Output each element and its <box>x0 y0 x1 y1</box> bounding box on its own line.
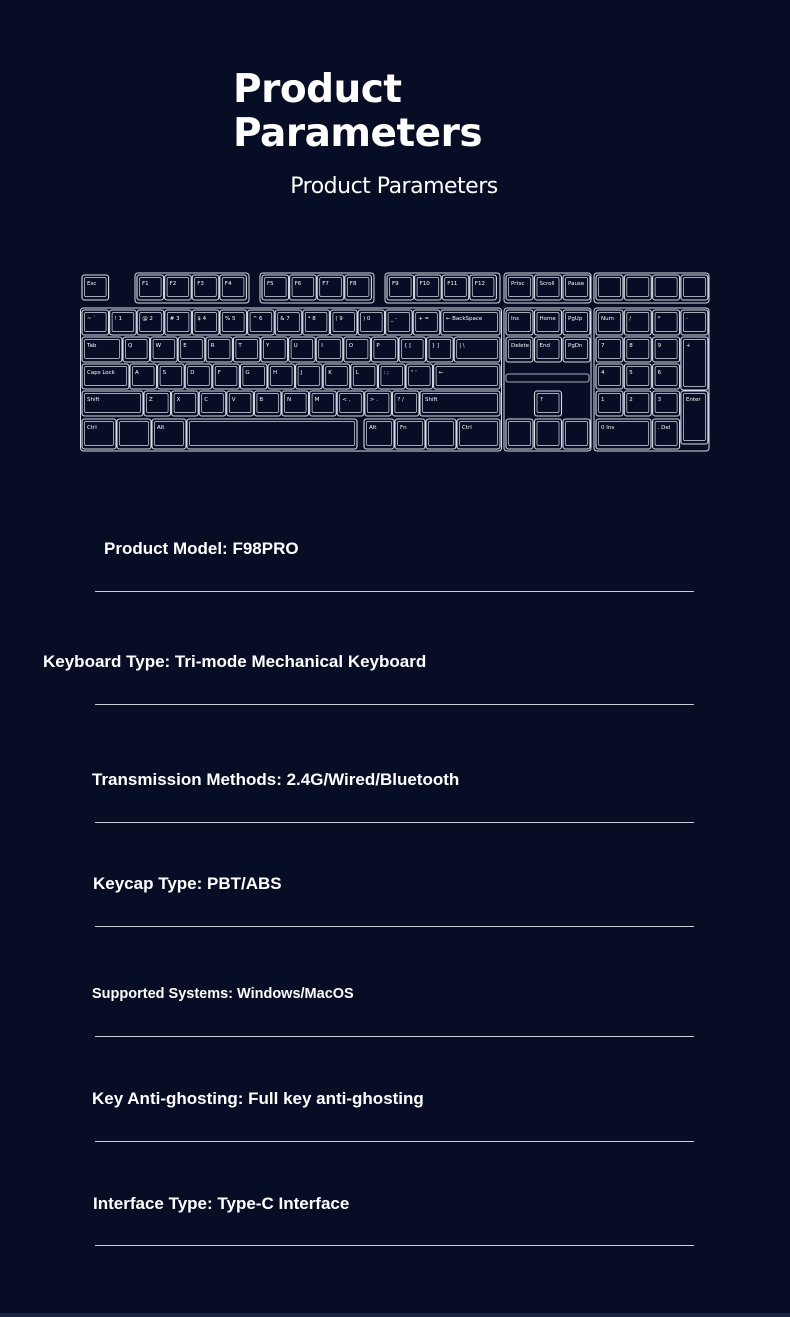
key-legend: Home <box>539 316 556 322</box>
key-legend: $ 4 <box>197 316 207 322</box>
key-legend: PgUp <box>568 316 583 322</box>
key-legend: T <box>238 343 242 349</box>
key-legend: H <box>273 370 278 376</box>
keycap-outline <box>563 419 590 449</box>
key-legend: F6 <box>294 281 302 287</box>
page-title-line1: Product <box>233 67 402 112</box>
key-legend: & 7 <box>280 316 290 322</box>
key-legend: F1 <box>142 281 149 287</box>
key-legend: 9 <box>657 343 662 349</box>
key-legend: PgDn <box>568 343 583 349</box>
key-legend: ↑ <box>539 397 545 403</box>
key-legend: Prtsc <box>511 281 525 287</box>
key-legend: F3 <box>197 281 204 287</box>
key-legend: F7 <box>322 281 329 287</box>
key-legend: % 5 <box>225 316 236 322</box>
divider <box>95 1141 694 1142</box>
key-legend: 1 <box>601 397 605 403</box>
keycap-outline <box>82 419 116 449</box>
key-legend: P <box>376 343 380 349</box>
key-legend: Esc <box>87 281 97 287</box>
key-legend: End <box>539 343 550 349</box>
keycap-top <box>683 278 705 297</box>
bottom-border <box>0 1313 790 1317</box>
key-legend: R <box>210 343 215 349</box>
key-legend: S <box>162 370 167 376</box>
key-legend: I <box>321 343 323 349</box>
divider <box>95 1036 694 1037</box>
key-legend: F8 <box>349 281 357 287</box>
key-legend: Scroll <box>539 281 555 287</box>
keycap-top <box>429 422 454 446</box>
key-legend: U <box>293 343 298 349</box>
key-legend: | \ <box>459 343 465 349</box>
main-block-frame <box>81 308 502 451</box>
key-legend: X <box>176 397 181 403</box>
keycap-top <box>655 278 677 297</box>
param-transmission-methods: Transmission Methods: 2.4G/Wired/Bluetooth <box>92 770 460 789</box>
key-legend: : ; <box>383 370 389 376</box>
keycap-outline <box>596 419 651 449</box>
key-legend: E <box>183 343 187 349</box>
key-legend: Shift <box>87 397 100 403</box>
param-interface-type: Interface Type: Type-C Interface <box>93 1194 350 1213</box>
key-legend: 3 <box>657 397 662 403</box>
key-legend: Delete <box>511 343 530 349</box>
page-title <box>233 68 493 156</box>
param-product-model: Product Model: F98PRO <box>104 539 299 558</box>
key-legend: 2 <box>629 397 633 403</box>
key-legend: ~ ` <box>87 316 97 322</box>
keycap-outline <box>152 419 186 449</box>
key-legend: O <box>348 343 354 349</box>
key-legend: G <box>245 370 250 376</box>
nav-block-frame <box>504 308 591 451</box>
keycap-outline <box>535 419 562 449</box>
key-legend: ^ 6 <box>252 316 263 322</box>
page-title-line2: Parameters <box>233 111 483 156</box>
key-legend: - <box>685 316 688 322</box>
key-legend: 8 <box>629 343 633 349</box>
key-legend: B <box>259 397 264 403</box>
param-keyboard-type: Keyboard Type: Tri-mode Mechanical Keyboard <box>43 652 427 671</box>
key-legend: N <box>287 397 292 403</box>
key-legend: / <box>629 316 632 322</box>
key-legend: + <box>685 343 691 349</box>
keycap-outline <box>457 419 500 449</box>
key-legend: C <box>204 397 209 403</box>
key-legend: * <box>657 316 661 322</box>
key-legend: Ins <box>511 316 519 322</box>
key-legend: + = <box>418 316 430 322</box>
key-legend: 5 <box>629 370 633 376</box>
key-legend: 4 <box>601 370 605 376</box>
keycap-top <box>566 422 588 446</box>
key-legend: ( 9 <box>335 316 343 322</box>
key-legend: ← <box>438 370 444 376</box>
keycap-outline <box>187 419 357 449</box>
key-legend: Alt <box>157 425 165 431</box>
key-legend: V <box>231 397 236 403</box>
param-keycap-type: Keycap Type: PBT/ABS <box>93 874 282 893</box>
keycap-top <box>120 422 149 446</box>
key-legend: Shift <box>425 397 438 403</box>
key-legend: L <box>355 370 359 376</box>
keycap-top <box>599 278 621 297</box>
key-legend: 6 <box>657 370 662 376</box>
key-legend: F5 <box>267 281 274 287</box>
keycap-outline <box>117 419 151 449</box>
key-legend: ) 0 <box>363 316 371 322</box>
key-legend: W <box>155 343 162 349</box>
keycap-top <box>190 422 355 446</box>
key-legend: Ctrl <box>87 425 97 431</box>
key-legend: D <box>190 370 195 376</box>
key-legend: ! 1 <box>114 316 123 322</box>
key-legend: # 3 <box>169 316 180 322</box>
key-legend: Tab <box>87 343 97 349</box>
divider <box>95 704 694 705</box>
divider <box>95 591 694 592</box>
key-legend: F10 <box>419 281 430 287</box>
key-legend: F4 <box>224 281 232 287</box>
key-legend: Ctrl <box>462 425 472 431</box>
key-legend: . Del <box>657 425 671 431</box>
keyboard-illustration <box>80 272 710 452</box>
keycap-top <box>436 367 497 386</box>
key-legend: Z <box>149 397 153 403</box>
key-legend: < , <box>342 397 351 403</box>
key-legend: " ' <box>411 370 417 376</box>
key-legend: _ - <box>390 316 398 322</box>
key-legend: Fn <box>400 425 407 431</box>
key-legend: 7 <box>601 343 605 349</box>
key-legend: Num <box>601 316 614 322</box>
key-legend: F9 <box>392 281 399 287</box>
key-legend: K <box>328 370 332 376</box>
page-subtitle <box>0 173 790 201</box>
keycap-outline <box>364 419 394 449</box>
key-legend: F11 <box>447 281 458 287</box>
key-legend: Caps Lock <box>87 370 115 376</box>
key-legend: } ] <box>431 343 440 349</box>
keycap-top <box>509 422 531 446</box>
key-legend: A <box>135 370 139 376</box>
key-legend: { [ <box>404 343 412 349</box>
key-legend: * 8 <box>307 316 316 322</box>
page-subtitle-text: Product Parameters <box>290 174 498 199</box>
param-key-anti-ghosting: Key Anti-ghosting: Full key anti-ghosting <box>92 1089 424 1108</box>
key-legend: ? / <box>397 397 404 403</box>
key-legend: 0 Ins <box>601 425 615 431</box>
key-legend: J <box>300 370 303 376</box>
key-legend: > . <box>369 397 378 403</box>
param-supported-systems: Supported Systems: Windows/MacOS <box>92 986 354 1002</box>
keycap-outline <box>395 419 425 449</box>
key-legend: Q <box>128 343 133 349</box>
key-legend: @ 2 <box>142 316 153 322</box>
key-legend: F <box>217 370 221 376</box>
keycap-top <box>627 278 649 297</box>
divider <box>95 822 694 823</box>
divider <box>95 926 694 927</box>
key-legend: Enter <box>685 397 701 403</box>
key-legend: F12 <box>474 281 485 287</box>
key-legend: Pause <box>568 281 585 287</box>
key-legend: M <box>314 397 320 403</box>
keycap-outline <box>506 419 533 449</box>
divider <box>95 1245 694 1246</box>
key-legend: ← BackSpace <box>445 316 483 322</box>
key-legend: F2 <box>169 281 177 287</box>
indicator-strip <box>506 374 589 382</box>
key-legend: Y <box>266 343 270 349</box>
keycap-outline <box>653 419 680 449</box>
keycap-top <box>537 422 559 446</box>
keycap-outline <box>426 419 456 449</box>
key-legend: Alt <box>369 425 377 431</box>
